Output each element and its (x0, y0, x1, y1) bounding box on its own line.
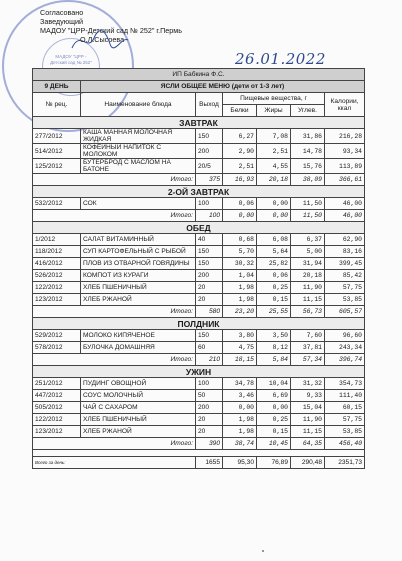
total-fat: 0,00 (257, 210, 291, 222)
total-label: Итого: (33, 210, 196, 222)
carbs-value: 11,15 (291, 426, 325, 438)
calories-value: 243,34 (325, 342, 365, 354)
dish-name: ХЛЕБ РЖАНОЙ (81, 294, 196, 306)
section-header-row (33, 318, 365, 330)
section-title: ОБЕД (33, 222, 365, 234)
grand-total-label: Всего за день: (33, 457, 196, 469)
protein-value: 3,80 (223, 330, 257, 342)
approval-line-3: МАДОУ "ЦРР-Детский сад № 252" г.Пермь (40, 26, 182, 35)
total-protein: 0,00 (223, 210, 257, 222)
recipe-number: 578/2012 (33, 342, 81, 354)
table-row (33, 234, 365, 246)
day-label: 9 ДЕНЬ (33, 81, 81, 93)
grand-total-carbs: 290,48 (291, 457, 325, 469)
protein-value: 2,51 (223, 159, 257, 174)
calories-value: 85,42 (325, 270, 365, 282)
yield-value: 20/5 (196, 159, 223, 174)
yield-value: 20 (196, 282, 223, 294)
recipe-number: 125/2012 (33, 159, 81, 174)
recipe-number: 122/2012 (33, 414, 81, 426)
yield-value: 150 (196, 129, 223, 144)
total-fat: 10,45 (257, 438, 291, 450)
recipe-number: 447/2012 (33, 390, 81, 402)
yield-value: 100 (196, 198, 223, 210)
dish-name: МОЛОКО КИПЯЧЕНОЕ (81, 330, 196, 342)
total-carbs: 56,73 (291, 306, 325, 318)
yield-value: 60 (196, 342, 223, 354)
carbs-value: 11,15 (291, 294, 325, 306)
carbs-value: 11,90 (291, 414, 325, 426)
dish-name: БУЛОЧКА ДОМАШНЯЯ (81, 342, 196, 354)
calories-value: 113,89 (325, 159, 365, 174)
table-row (33, 270, 365, 282)
table-row (33, 402, 365, 414)
approval-line-1: Согласовано (40, 8, 84, 17)
protein-value: 6,27 (223, 129, 257, 144)
yield-value: 200 (196, 402, 223, 414)
recipe-number: 1/2012 (33, 234, 81, 246)
dish-name: ПУДИНГ ОВОЩНОЙ (81, 378, 196, 390)
dish-name: СУП КАРТОФЕЛЬНЫЙ С РЫБОЙ (81, 246, 196, 258)
yield-value: 20 (196, 414, 223, 426)
total-calories: 396,74 (325, 354, 365, 366)
col-yield: Выход (196, 93, 223, 117)
fat-value: 4,55 (257, 159, 291, 174)
fat-value: 3,50 (257, 330, 291, 342)
dish-name: ХЛЕБ ПШЕНИЧНЫЙ (81, 282, 196, 294)
carbs-value: 5,00 (291, 246, 325, 258)
protein-value: 0,68 (223, 234, 257, 246)
total-protein: 38,74 (223, 438, 257, 450)
calories-value: 62,90 (325, 234, 365, 246)
calories-value: 93,34 (325, 144, 365, 159)
calories-value: 111,40 (325, 390, 365, 402)
calories-value: 60,15 (325, 402, 365, 414)
carbs-value: 7,60 (291, 330, 325, 342)
total-protein: 18,15 (223, 354, 257, 366)
protein-value: 1,04 (223, 270, 257, 282)
yield-value: 150 (196, 330, 223, 342)
handwritten-signature (70, 28, 130, 54)
calories-value: 53,85 (325, 426, 365, 438)
calories-value: 57,75 (325, 282, 365, 294)
section-header-row (33, 366, 365, 378)
protein-value: 1,98 (223, 282, 257, 294)
col-recipe-no: № рец. (33, 93, 81, 117)
total-yield: 580 (196, 306, 223, 318)
recipe-number: 123/2012 (33, 294, 81, 306)
recipe-number: 529/2012 (33, 330, 81, 342)
protein-value: 34,78 (223, 378, 257, 390)
protein-value: 0,00 (223, 402, 257, 414)
recipe-number: 277/2012 (33, 129, 81, 144)
yield-value: 40 (196, 234, 223, 246)
handwritten-date: 26.01.2022 (235, 50, 326, 68)
section-title: УЖИН (33, 366, 365, 378)
table-row (33, 390, 365, 402)
total-label: Итого: (33, 354, 196, 366)
total-protein: 23,20 (223, 306, 257, 318)
fat-value: 6,69 (257, 390, 291, 402)
total-protein: 16,93 (223, 174, 257, 186)
total-yield: 100 (196, 210, 223, 222)
total-carbs: 11,50 (291, 210, 325, 222)
carbs-value: 37,81 (291, 342, 325, 354)
approval-line-2: Заведующий (40, 17, 84, 26)
total-row (33, 174, 365, 186)
total-calories: 456,40 (325, 438, 365, 450)
table-row (33, 282, 365, 294)
carbs-value: 9,33 (291, 390, 325, 402)
yield-value: 200 (196, 270, 223, 282)
yield-value: 20 (196, 294, 223, 306)
total-fat: 25,55 (257, 306, 291, 318)
col-protein: Белки (223, 105, 257, 117)
fat-value: 0,06 (257, 270, 291, 282)
menu-body (33, 117, 365, 469)
total-row (33, 210, 365, 222)
table-row (33, 258, 365, 270)
dish-name: БУТЕРБРОД С МАСЛОМ НА БАТОНЕ (81, 159, 196, 174)
section-title: ЗАВТРАК (33, 117, 365, 129)
yield-value: 100 (196, 378, 223, 390)
yield-value: 150 (196, 258, 223, 270)
carbs-value: 6,37 (291, 234, 325, 246)
grand-total-protein: 95,30 (223, 457, 257, 469)
protein-value: 30,32 (223, 258, 257, 270)
calories-value: 83,16 (325, 246, 365, 258)
dish-name: САЛАТ ВИТАМИННЫЙ (81, 234, 196, 246)
calories-value: 96,60 (325, 330, 365, 342)
recipe-number: 514/2012 (33, 144, 81, 159)
grand-total-yield: 1655 (196, 457, 223, 469)
total-yield: 390 (196, 438, 223, 450)
yield-value: 20 (196, 426, 223, 438)
carbs-value: 31,94 (291, 258, 325, 270)
total-row (33, 354, 365, 366)
fat-value: 2,51 (257, 144, 291, 159)
fat-value: 8,12 (257, 342, 291, 354)
table-row (33, 378, 365, 390)
calories-value: 53,85 (325, 294, 365, 306)
total-calories: 605,57 (325, 306, 365, 318)
protein-value: 5,70 (223, 246, 257, 258)
recipe-number: 122/2012 (33, 282, 81, 294)
col-nutrients: Пищевые вещества, г (223, 93, 325, 105)
dish-name: ХЛЕБ ПШЕНИЧНЫЙ (81, 414, 196, 426)
carbs-value: 31,86 (291, 129, 325, 144)
approval-line-4: О.Л.Сысоева (80, 35, 125, 44)
recipe-number: 416/2012 (33, 258, 81, 270)
col-dish: Наименование блюда (81, 93, 196, 117)
organization-name: ИП Бабкина Ф.С. (33, 69, 365, 81)
table-row (33, 198, 365, 210)
protein-value: 0,06 (223, 198, 257, 210)
fat-value: 0,00 (257, 198, 291, 210)
grand-total-row (33, 457, 365, 469)
protein-value: 4,75 (223, 342, 257, 354)
menu-title: ЯСЛИ ОБЩЕЕ МЕНЮ (дети от 1-3 лет) (81, 81, 365, 93)
carbs-value: 11,90 (291, 282, 325, 294)
protein-value: 3,46 (223, 390, 257, 402)
calories-value: 46,00 (325, 198, 365, 210)
yield-value: 200 (196, 144, 223, 159)
col-fat: Жиры (257, 105, 291, 117)
fat-value: 0,25 (257, 282, 291, 294)
total-label: Итого: (33, 306, 196, 318)
total-carbs: 38,09 (291, 174, 325, 186)
dish-name: СОК (81, 198, 196, 210)
recipe-number: 251/2012 (33, 378, 81, 390)
col-carbs: Углев. (291, 105, 325, 117)
section-title: 2-ОЙ ЗАВТРАК (33, 186, 365, 198)
fat-value: 0,15 (257, 294, 291, 306)
dish-name: КАША МАННАЯ МОЛОЧНАЯ ЖИДКАЯ (81, 129, 196, 144)
dish-name: ЧАЙ С САХАРОМ (81, 402, 196, 414)
spacer-row (33, 450, 365, 457)
table-row (33, 129, 365, 144)
col-calories: Калории, ккал (325, 93, 365, 117)
table-row (33, 342, 365, 354)
carbs-value: 31,32 (291, 378, 325, 390)
section-header-row (33, 222, 365, 234)
calories-value: 216,28 (325, 129, 365, 144)
total-row (33, 306, 365, 318)
spacer-cell (33, 450, 365, 457)
total-carbs: 64,35 (291, 438, 325, 450)
table-row (33, 294, 365, 306)
total-label: Итого: (33, 174, 196, 186)
section-header-row (33, 117, 365, 129)
table-row (33, 330, 365, 342)
table-row (33, 414, 365, 426)
fat-value: 25,82 (257, 258, 291, 270)
dish-name: КОМПОТ ИЗ КУРАГИ (81, 270, 196, 282)
dish-name: ХЛЕБ РЖАНОЙ (81, 426, 196, 438)
fat-value: 0,15 (257, 426, 291, 438)
total-calories: 366,61 (325, 174, 365, 186)
protein-value: 2,90 (223, 144, 257, 159)
fat-value: 7,08 (257, 129, 291, 144)
fat-value: 6,08 (257, 234, 291, 246)
total-calories: 46,00 (325, 210, 365, 222)
carbs-value: 15,04 (291, 402, 325, 414)
total-row (33, 438, 365, 450)
fat-value: 5,64 (257, 246, 291, 258)
total-fat: 20,18 (257, 174, 291, 186)
section-header-row (33, 186, 365, 198)
carbs-value: 20,18 (291, 270, 325, 282)
table-row (33, 144, 365, 159)
recipe-number: 532/2012 (33, 198, 81, 210)
calories-value: 354,73 (325, 378, 365, 390)
section-title: ПОЛДНИК (33, 318, 365, 330)
stamp-text: МАДОУ "ЦРР - Детский сад № 252" (50, 54, 92, 65)
carbs-value: 14,78 (291, 144, 325, 159)
total-carbs: 57,34 (291, 354, 325, 366)
yield-value: 150 (196, 246, 223, 258)
total-yield: 210 (196, 354, 223, 366)
recipe-number: 526/2012 (33, 270, 81, 282)
table-row (33, 426, 365, 438)
calories-value: 399,45 (325, 258, 365, 270)
fat-value: 0,00 (257, 402, 291, 414)
recipe-number: 123/2012 (33, 426, 81, 438)
dish-name: КОФЕЙНЫЙ НАПИТОК С МОЛОКОМ (81, 144, 196, 159)
total-yield: 375 (196, 174, 223, 186)
grand-total-calories: 2351,73 (325, 457, 365, 469)
protein-value: 1,98 (223, 294, 257, 306)
menu-table (32, 68, 365, 469)
total-label: Итого: (33, 438, 196, 450)
yield-value: 50 (196, 390, 223, 402)
calories-value: 57,75 (325, 414, 365, 426)
recipe-number: 505/2012 (33, 402, 81, 414)
fat-value: 0,25 (257, 414, 291, 426)
carbs-value: 15,76 (291, 159, 325, 174)
dish-name: СОУС МОЛОЧНЫЙ (81, 390, 196, 402)
total-fat: 5,84 (257, 354, 291, 366)
dish-name: ПЛОВ ИЗ ОТВАРНОЙ ГОВЯДИНЫ (81, 258, 196, 270)
fat-value: 10,04 (257, 378, 291, 390)
page-mark (262, 550, 264, 552)
table-row (33, 159, 365, 174)
carbs-value: 11,50 (291, 198, 325, 210)
protein-value: 1,98 (223, 426, 257, 438)
recipe-number: 118/2012 (33, 246, 81, 258)
table-row (33, 246, 365, 258)
grand-total-fat: 76,89 (257, 457, 291, 469)
protein-value: 1,98 (223, 414, 257, 426)
